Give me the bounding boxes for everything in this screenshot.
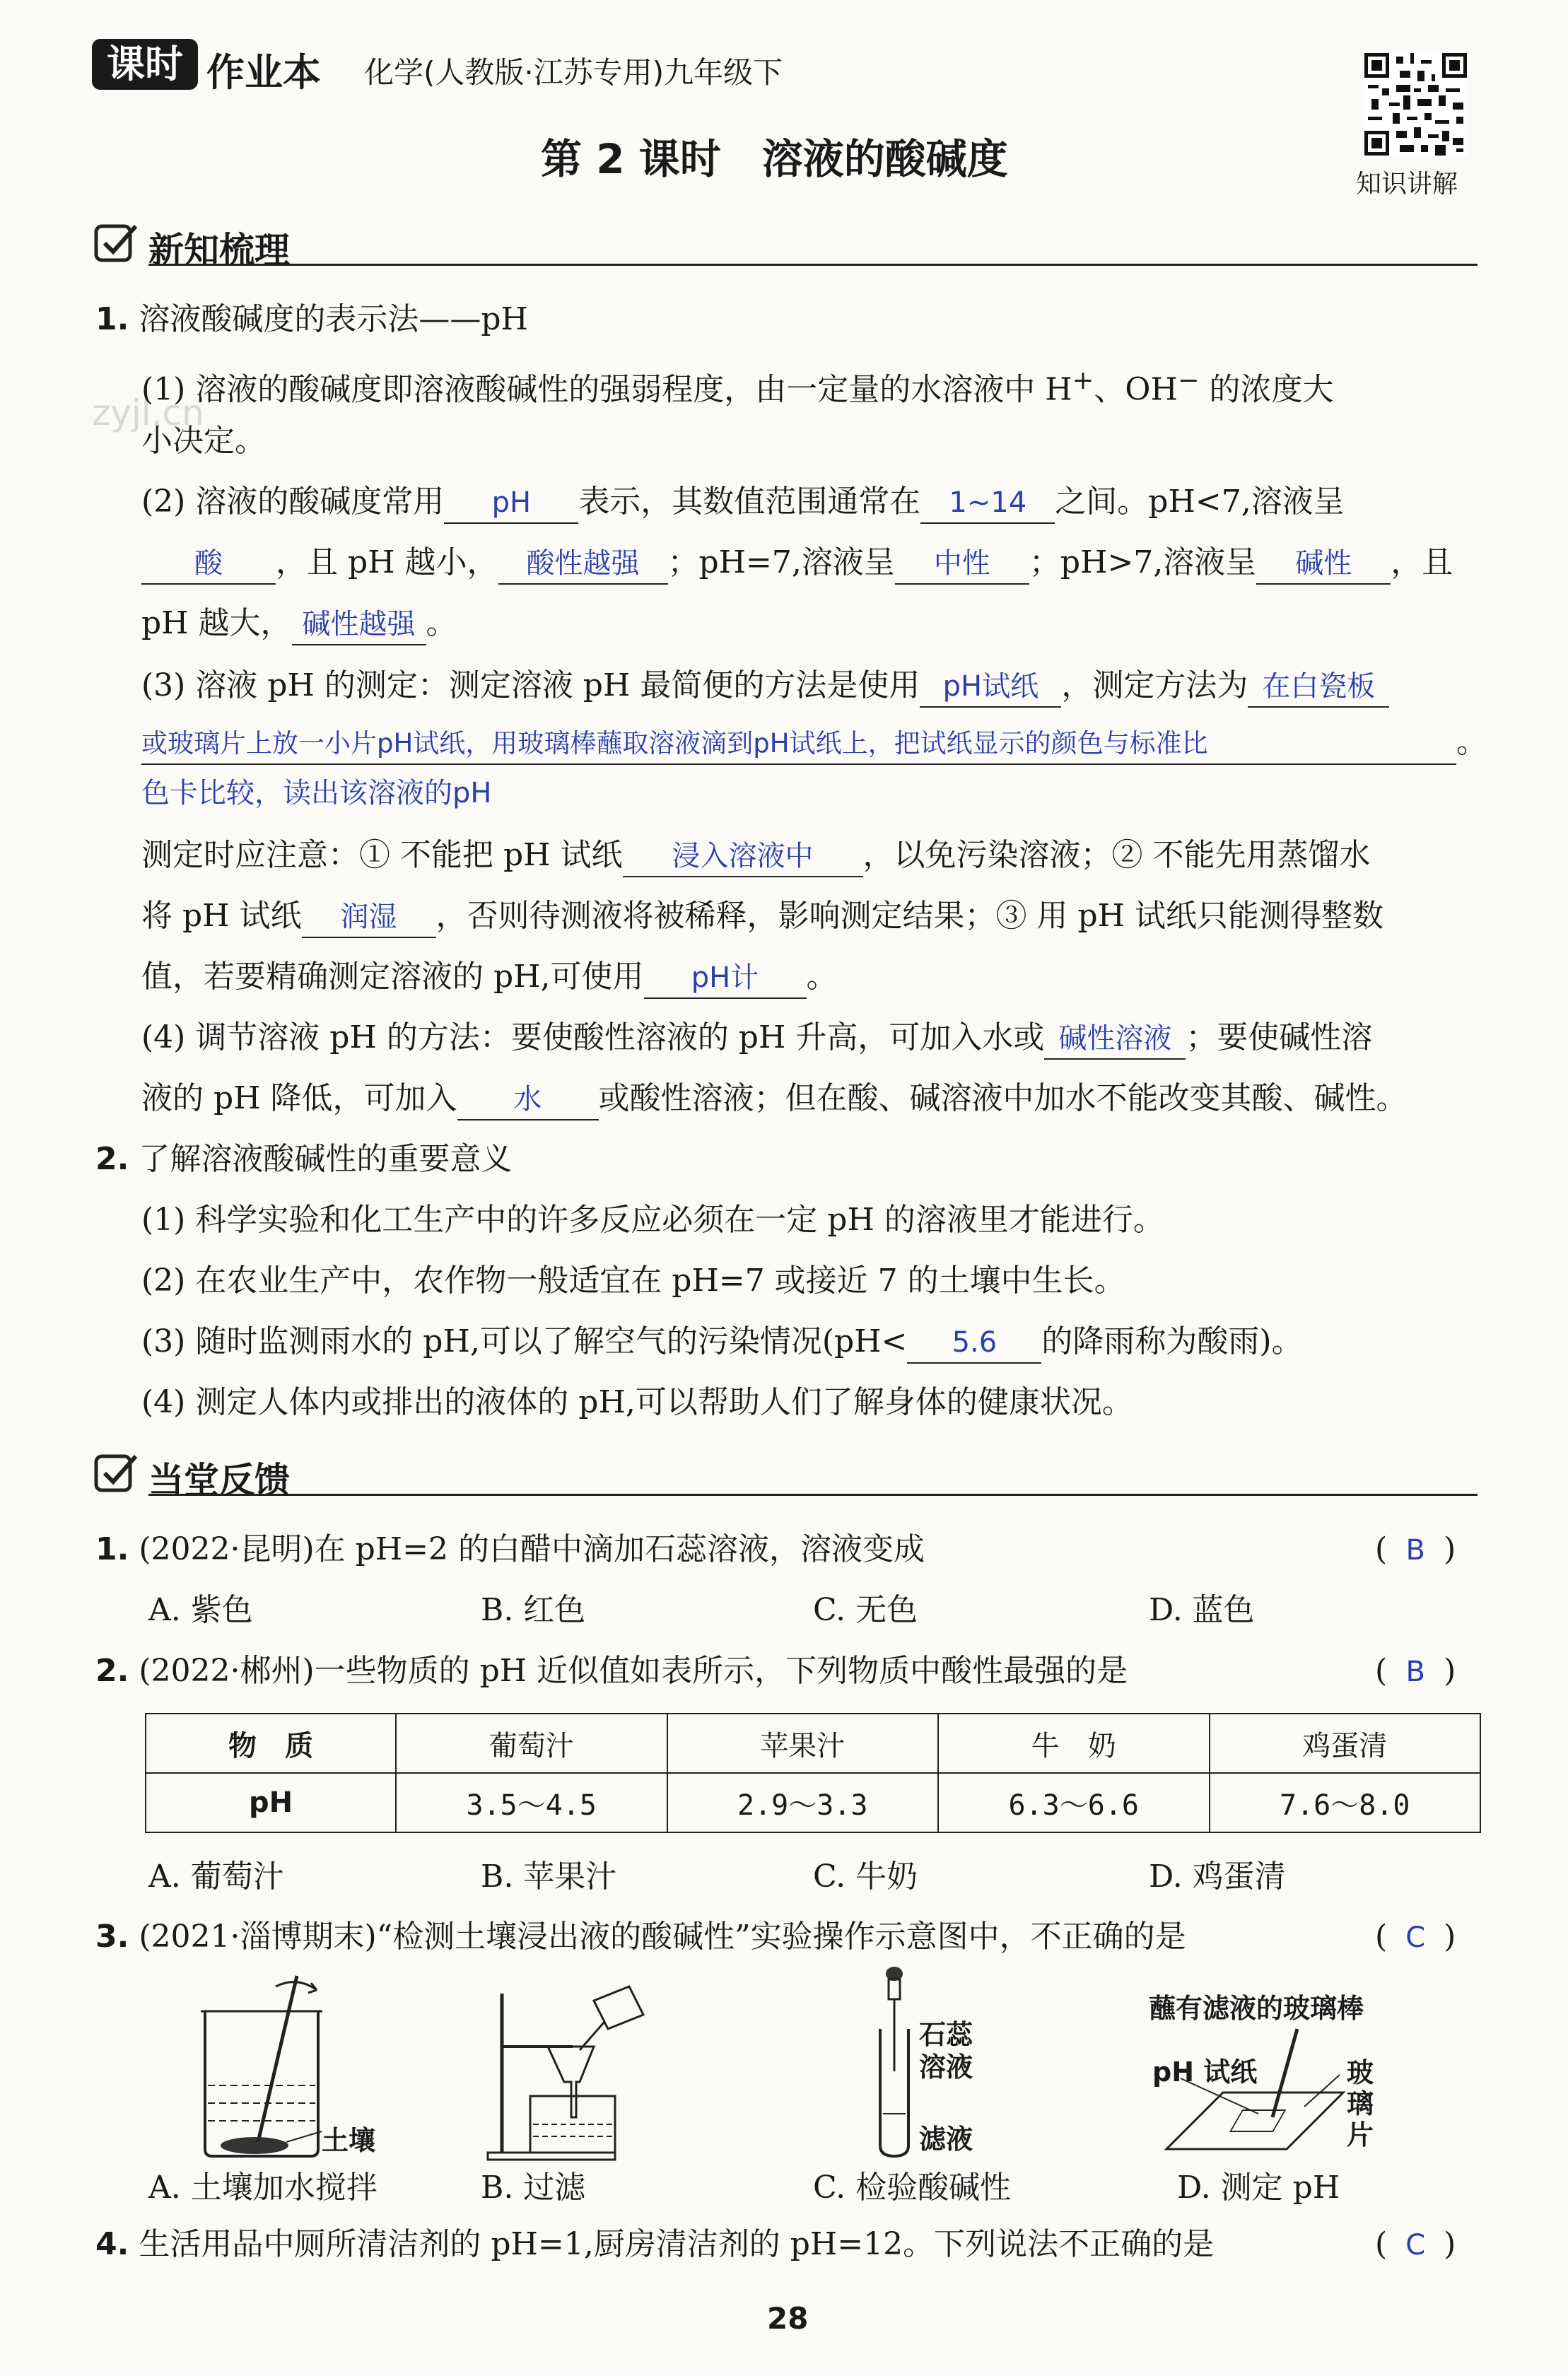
q1-option-c: C. 无色 — [813, 1592, 918, 1628]
answer-blank: 浸入溶液中 — [623, 836, 863, 877]
q2-stem: 2. (2022·郴州)一些物质的 pH 近似值如表所示，下列物质中酸性最强的是 — [95, 1653, 1128, 1689]
item1-p3-line1: (3) 溶液 pH 的测定：测定溶液 pH 最简便的方法是使用 pH试纸 ，测定方法为 在白瓷板 — [141, 665, 1389, 708]
answer-blank: 5.6 — [907, 1323, 1041, 1364]
answer-blank: pH试纸 — [920, 667, 1061, 708]
table-cell: pH — [146, 1773, 396, 1832]
answer-blank: 碱性 — [1256, 544, 1391, 585]
q1-answer: B — [1405, 1534, 1425, 1567]
qr-caption: 知识讲解 — [1356, 170, 1458, 199]
section-rule — [148, 1494, 1478, 1496]
q3-caption-b: B. 过滤 — [481, 2170, 586, 2206]
ph-table — [145, 1713, 1481, 1833]
q2-option-c: C. 牛奶 — [813, 1859, 918, 1895]
filtration-illustration — [481, 1979, 665, 2163]
q3-caption-c: C. 检验酸碱性 — [813, 2170, 1012, 2206]
test-tube-illustration — [866, 1965, 923, 2163]
item1-p3-line6: 值，若要精确测定溶液的 pH,可使用 pH计 。 — [141, 956, 838, 999]
answer-blank: 在白瓷板 — [1248, 667, 1389, 708]
answer-blank: pH — [444, 483, 578, 524]
q4-answer-bracket: ( C ) — [1375, 2223, 1456, 2266]
lesson-title: 第 2 课时 溶液的酸碱度 — [541, 135, 1008, 183]
table-cell: 7.6～8.0 — [1210, 1773, 1481, 1832]
section-header-new-knowledge — [92, 219, 1478, 269]
table-header-cell: 鸡蛋清 — [1210, 1714, 1481, 1773]
section-title: 新知梳理 — [148, 230, 290, 271]
answer-blank: 润湿 — [302, 897, 436, 938]
watermark: zyjl.cn — [92, 392, 204, 433]
item2-p4: (4) 测定人体内或排出的液体的 pH,可以帮助人们了解身体的健康状况。 — [141, 1384, 1133, 1420]
brand-title: 作业本 — [206, 50, 321, 95]
q4-stem: 4. 生活用品中厕所清洁剂的 pH=1,厨房清洁剂的 pH=12。下列说法不正确的是 — [95, 2226, 1215, 2262]
answer-blank: 中性 — [895, 544, 1029, 585]
section-header-feedback — [92, 1449, 1478, 1499]
item1-p3-line2: 或玻璃片上放一小片pH试纸，用玻璃棒蘸取溶液滴到pH试纸上，把试纸显示的颜色与标准比 。 — [141, 721, 1487, 765]
table-header-cell: 牛 奶 — [938, 1714, 1210, 1773]
q1-answer-bracket: ( B ) — [1375, 1528, 1456, 1572]
table-header-cell: 物 质 — [146, 1714, 396, 1773]
table-cell: 3.5～4.5 — [396, 1773, 667, 1832]
label-glass-plate: 玻璃片 — [1347, 2057, 1374, 2150]
q1-stem: 1. (2022·昆明)在 pH=2 的白醋中滴加石蕊溶液，溶液变成 — [95, 1531, 925, 1567]
item1-heading: 1. 溶液酸碱度的表示法——pH — [95, 301, 528, 337]
table-header-cell: 葡萄汁 — [396, 1714, 667, 1773]
q3-caption-d: D. 测定 pH — [1177, 2170, 1340, 2206]
table-header-cell: 苹果汁 — [667, 1714, 939, 1773]
q3-answer-bracket: ( C ) — [1375, 1916, 1456, 1959]
section-title: 当堂反馈 — [148, 1460, 290, 1501]
label-glass-rod: 蘸有滤液的玻璃棒 — [1149, 1993, 1364, 2024]
item1-p4-line2: 液的 pH 降低，可加入 水 或酸性溶液；但在酸、碱溶液中加水不能改变其酸、碱性。 — [141, 1077, 1408, 1120]
table-row — [146, 1773, 1480, 1832]
subject-label: 化学(人教版·江苏专用)九年级下 — [364, 55, 783, 90]
item1-p1-line1: (1) 溶液的酸碱度即溶液酸碱性的强弱程度，由一定量的水溶液中 H+、OH− 的浓度大 — [141, 365, 1334, 408]
table-cell: 2.9～3.3 — [667, 1773, 939, 1832]
q3-answer: C — [1405, 1921, 1426, 1954]
table-row — [146, 1714, 1480, 1773]
item1-p4-line1: (4) 调节溶液 pH 的方法：要使酸性溶液的 pH 升高，可加入水或 碱性溶液 ；要使碱性溶 — [141, 1017, 1372, 1060]
item1-p2-line3: pH 越大， 碱性越强 。 — [141, 602, 457, 645]
answer-blank: 酸 — [141, 544, 276, 585]
item2-p3: (3) 随时监测雨水的 pH,可以了解空气的污染情况(pH< 5.6 的降雨称为酸雨)。 — [141, 1321, 1303, 1364]
answer-blank: 1~14 — [920, 483, 1055, 524]
item2-p1: (1) 科学实验和化工生产中的许多反应必须在一定 pH 的溶液里才能进行。 — [141, 1202, 1164, 1238]
q2-answer-bracket: ( B ) — [1375, 1650, 1456, 1693]
answer-blank: 或玻璃片上放一小片pH试纸，用玻璃棒蘸取溶液滴到pH试纸上，把试纸显示的颜色与标准比 — [141, 724, 1456, 765]
item1-p3-line4: 测定时应注意：① 不能把 pH 试纸 浸入溶液中 ，以免污染溶液；② 不能先用蒸馏水 — [141, 834, 1371, 877]
item1-p3-line3: 色卡比较，读出该溶液的pH — [141, 777, 492, 809]
answer-blank: 碱性越强 — [292, 604, 426, 645]
q2-option-b: B. 苹果汁 — [481, 1859, 617, 1895]
brand-logo — [92, 39, 198, 90]
item2-heading: 2. 了解溶液酸碱性的重要意义 — [95, 1141, 513, 1177]
label-ph-paper: pH 试纸 — [1152, 2056, 1258, 2088]
item1-p3-line5: 将 pH 试纸 润湿 ，否则待测液将被稀释，影响测定结果；③ 用 pH 试纸只能测得整数 — [141, 895, 1383, 938]
answer-blank: 酸性越强 — [498, 544, 668, 585]
item1-p2-line2: 酸 ，且 pH 越小， 酸性越强 ；pH=7,溶液呈 中性 ；pH>7,溶液呈 碱性 ，且 — [141, 542, 1453, 585]
item1-p1-line2: 小决定。 — [141, 423, 266, 459]
brand-logo-text: 课时 — [107, 42, 183, 86]
label-filtrate: 滤液 — [919, 2124, 973, 2155]
q1-option-d: D. 蓝色 — [1149, 1592, 1255, 1628]
check-icon — [92, 219, 141, 269]
check-icon — [92, 1449, 141, 1499]
label-litmus: 石蕊溶液 — [919, 2019, 973, 2083]
q4-answer: C — [1405, 2229, 1426, 2261]
q1-option-a: A. 紫色 — [148, 1592, 253, 1628]
answer-blank: 碱性溶液 — [1044, 1019, 1186, 1060]
answer-blank: 水 — [457, 1079, 599, 1120]
q1-option-b: B. 红色 — [481, 1592, 586, 1628]
q2-option-a: A. 葡萄汁 — [148, 1859, 284, 1895]
label-soil: 土壤 — [322, 2125, 376, 2156]
item2-p2: (2) 在农业生产中，农作物一般适宜在 pH=7 或接近 7 的土壤中生长。 — [141, 1263, 1125, 1299]
section-rule — [148, 264, 1478, 266]
q3-caption-a: A. 土壤加水搅拌 — [148, 2170, 378, 2206]
answer-blank: pH计 — [644, 958, 807, 999]
q2-answer: B — [1405, 1656, 1425, 1688]
q2-option-d: D. 鸡蛋清 — [1149, 1859, 1286, 1895]
page-number: 28 — [767, 2301, 809, 2336]
qr-code[interactable] — [1364, 53, 1467, 156]
item1-p2-line1: (2) 溶液的酸碱度常用 pH 表示，其数值范围通常在 1~14 之间。pH<7,溶液呈 — [141, 481, 1345, 524]
table-cell: 6.3～6.6 — [938, 1773, 1210, 1832]
ph-paper-illustration — [1159, 2022, 1357, 2163]
q3-stem: 3. (2021·淄博期末)“检测土壤浸出液的酸碱性”实验操作示意图中，不正确的是 — [95, 1919, 1186, 1955]
